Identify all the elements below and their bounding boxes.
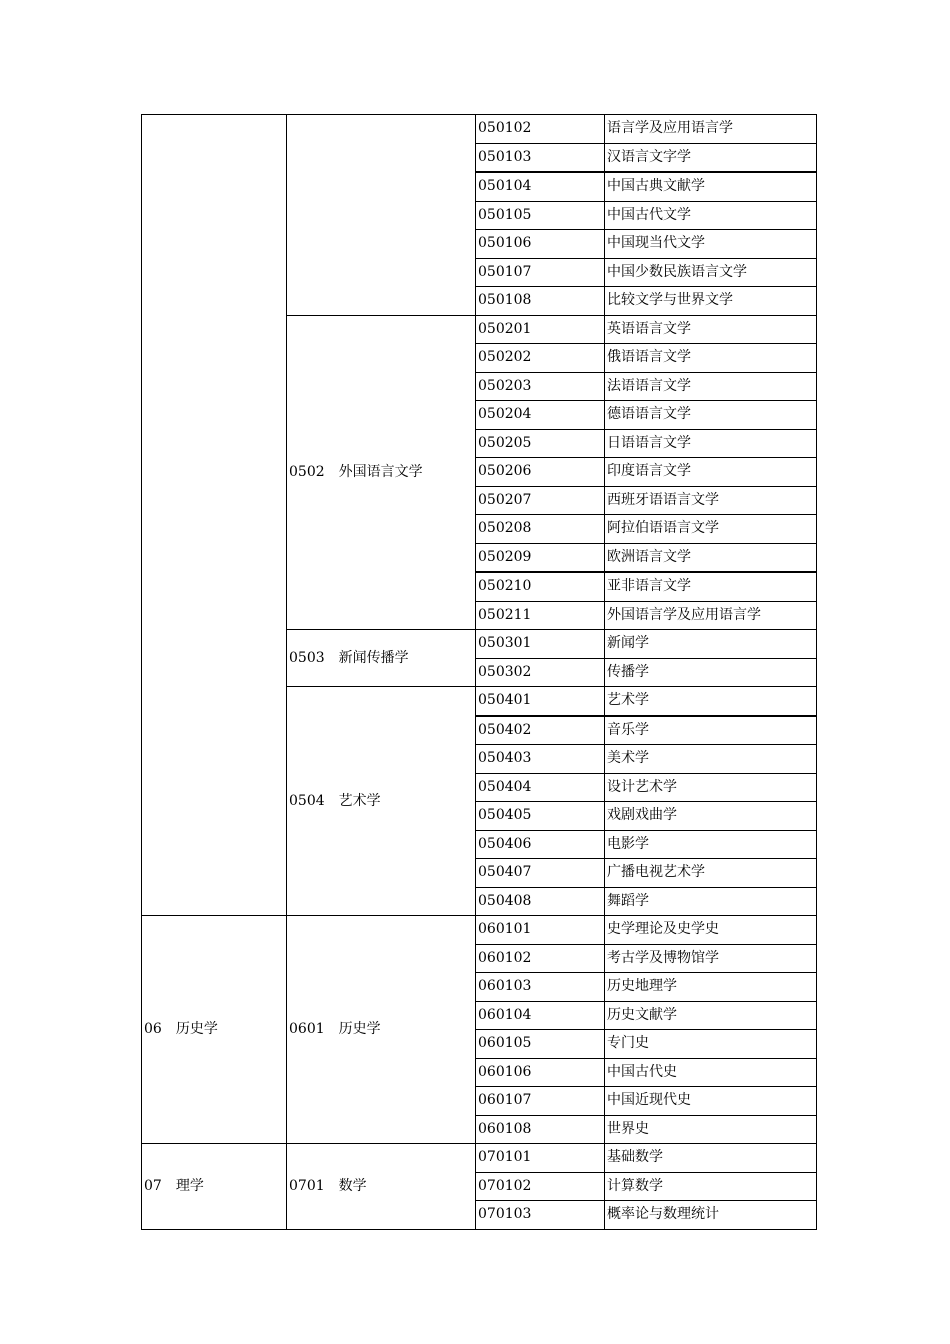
major-code: 060101 <box>476 916 605 945</box>
major-name: 传播学 <box>605 658 817 687</box>
category-name: 理学 <box>175 1177 204 1194</box>
major-code: 050301 <box>476 630 605 659</box>
major-name: 中国现当代文学 <box>605 230 817 259</box>
category-cell <box>142 916 287 1144</box>
discipline-catalog-table <box>141 114 817 1230</box>
subject-code: 0502 <box>289 463 325 480</box>
major-code: 060103 <box>476 973 605 1002</box>
major-name: 戏剧戏曲学 <box>605 802 817 831</box>
major-name: 英语语言文学 <box>605 315 817 344</box>
subject-cell <box>287 630 476 687</box>
category-cell <box>142 1144 287 1230</box>
major-name: 外国语言学及应用语言学 <box>605 601 817 630</box>
major-code: 050408 <box>476 887 605 916</box>
major-name: 历史地理学 <box>605 973 817 1002</box>
major-name: 欧洲语言文学 <box>605 543 817 572</box>
major-name: 西班牙语语言文学 <box>605 486 817 515</box>
major-name: 历史文献学 <box>605 1001 817 1030</box>
subject-cell <box>287 1144 476 1230</box>
major-name: 语言学及应用语言学 <box>605 115 817 144</box>
table-row <box>142 1144 817 1173</box>
major-name: 史学理论及史学史 <box>605 916 817 945</box>
major-name: 比较文学与世界文学 <box>605 287 817 316</box>
major-code: 060105 <box>476 1030 605 1059</box>
major-code: 060107 <box>476 1087 605 1116</box>
major-code: 050107 <box>476 258 605 287</box>
major-code: 050104 <box>476 172 605 201</box>
major-code: 050211 <box>476 601 605 630</box>
subject-name: 外国语言文学 <box>338 463 423 480</box>
major-name: 中国近现代史 <box>605 1087 817 1116</box>
category-code: 06 <box>144 1021 162 1037</box>
major-code: 050210 <box>476 572 605 601</box>
subject-cell <box>287 115 476 316</box>
major-code: 050302 <box>476 658 605 687</box>
major-name: 广播电视艺术学 <box>605 859 817 888</box>
major-name: 美术学 <box>605 745 817 774</box>
major-code: 050407 <box>476 859 605 888</box>
major-name: 法语语言文学 <box>605 372 817 401</box>
major-code: 060106 <box>476 1058 605 1087</box>
major-name: 世界史 <box>605 1115 817 1144</box>
major-code: 050103 <box>476 143 605 172</box>
catalog-table-body <box>142 115 817 1230</box>
major-code: 060104 <box>476 1001 605 1030</box>
subject-cell <box>287 315 476 630</box>
subject-code: 0504 <box>289 792 325 809</box>
major-name: 中国古代文学 <box>605 201 817 230</box>
category-code: 07 <box>144 1177 162 1194</box>
subject-name: 数学 <box>338 1177 367 1194</box>
major-code: 050404 <box>476 773 605 802</box>
major-name: 新闻学 <box>605 630 817 659</box>
major-code: 050402 <box>476 716 605 745</box>
subject-cell <box>287 687 476 916</box>
subject-code: 0503 <box>289 649 325 666</box>
major-name: 中国少数民族语言文学 <box>605 258 817 287</box>
major-name: 汉语言文字学 <box>605 143 817 172</box>
category-cell <box>142 115 287 916</box>
table-row <box>142 115 817 144</box>
major-code: 050202 <box>476 344 605 373</box>
major-code: 060108 <box>476 1115 605 1144</box>
major-code: 050208 <box>476 515 605 544</box>
major-name: 舞蹈学 <box>605 887 817 916</box>
major-code: 050207 <box>476 486 605 515</box>
major-code: 050102 <box>476 115 605 144</box>
major-name: 中国古典文献学 <box>605 172 817 201</box>
subject-name: 历史学 <box>338 1021 381 1037</box>
major-code: 050203 <box>476 372 605 401</box>
major-code: 070101 <box>476 1144 605 1173</box>
major-code: 060102 <box>476 944 605 973</box>
major-name: 计算数学 <box>605 1172 817 1201</box>
subject-name: 新闻传播学 <box>338 649 409 666</box>
major-code: 050205 <box>476 429 605 458</box>
major-code: 050106 <box>476 230 605 259</box>
major-code: 050108 <box>476 287 605 316</box>
major-name: 德语语言文学 <box>605 401 817 430</box>
major-name: 日语语言文学 <box>605 429 817 458</box>
major-name: 亚非语言文学 <box>605 572 817 601</box>
major-code: 050406 <box>476 830 605 859</box>
major-name: 设计艺术学 <box>605 773 817 802</box>
major-name: 概率论与数理统计 <box>605 1201 817 1230</box>
major-name: 基础数学 <box>605 1144 817 1173</box>
subject-code: 0601 <box>289 1021 325 1037</box>
major-code: 050206 <box>476 458 605 487</box>
major-code: 050403 <box>476 745 605 774</box>
major-code: 050105 <box>476 201 605 230</box>
subject-name: 艺术学 <box>338 792 381 809</box>
major-code: 050405 <box>476 802 605 831</box>
major-code: 070103 <box>476 1201 605 1230</box>
major-code: 050401 <box>476 687 605 716</box>
subject-code: 0701 <box>289 1177 325 1194</box>
major-code: 050209 <box>476 543 605 572</box>
major-name: 电影学 <box>605 830 817 859</box>
category-name: 历史学 <box>175 1021 218 1037</box>
major-name: 印度语言文学 <box>605 458 817 487</box>
major-name: 考古学及博物馆学 <box>605 944 817 973</box>
major-code: 050201 <box>476 315 605 344</box>
major-code: 070102 <box>476 1172 605 1201</box>
major-name: 音乐学 <box>605 716 817 745</box>
major-name: 阿拉伯语语言文学 <box>605 515 817 544</box>
subject-cell <box>287 916 476 1144</box>
table-row <box>142 916 817 945</box>
major-name: 俄语语言文学 <box>605 344 817 373</box>
major-code: 050204 <box>476 401 605 430</box>
major-name: 专门史 <box>605 1030 817 1059</box>
major-name: 艺术学 <box>605 687 817 716</box>
major-name: 中国古代史 <box>605 1058 817 1087</box>
